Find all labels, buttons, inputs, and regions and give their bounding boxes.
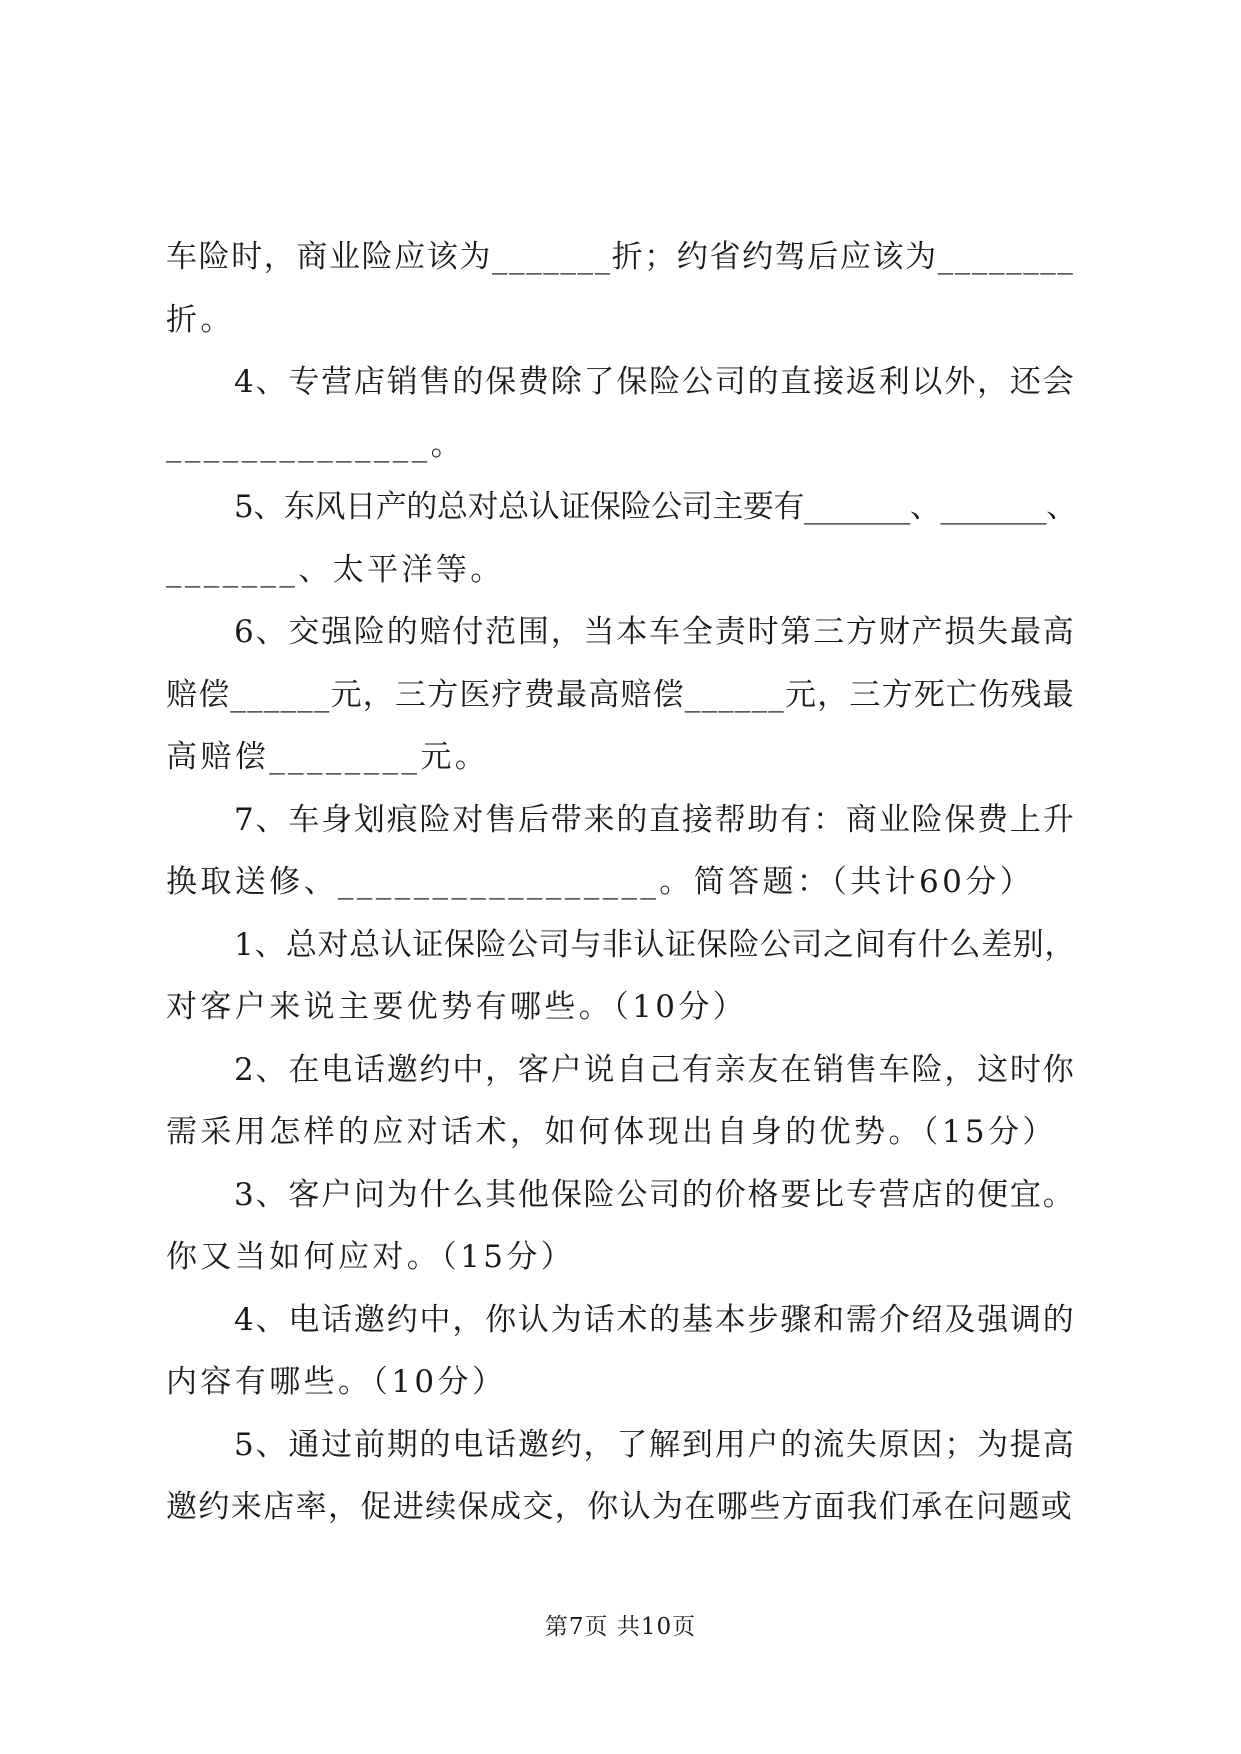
short-answer-4: 4、电话邀约中，你认为话术的基本步骤和需介绍及强调的 bbox=[234, 1301, 1076, 1338]
document-body bbox=[166, 226, 1078, 1539]
short-answer-3: 3、客户问为什么其他保险公司的价格要比专营店的便宜。 bbox=[234, 1176, 1076, 1213]
text-line: 需采用怎样的应对话术，如何体现出自身的优势。（15分） bbox=[166, 1114, 1057, 1150]
text-line: 折。 bbox=[166, 301, 235, 338]
short-answer-2: 2、在电话邀约中，客户说自己有亲友在销售车险，这时你 bbox=[234, 1051, 1076, 1088]
text-line: 换取送修、_________________。简答题：（共计60分） bbox=[166, 864, 1035, 900]
question-6: 6、交强险的赔付范围，当本车全责时第三方财产损失最高 bbox=[234, 614, 1076, 650]
text-line: 对客户来说主要优势有哪些。（10分） bbox=[166, 989, 748, 1025]
short-answer-5: 5、通过前期的电话邀约，了解到用户的流失原因；为提高 bbox=[234, 1426, 1076, 1463]
text-line: 赔偿______元，三方医疗费最高赔偿______元，三方死亡伤残最 bbox=[166, 676, 1075, 713]
text-line: ______________。 bbox=[166, 426, 465, 463]
text-line: 你又当如何应对。（15分） bbox=[166, 1239, 576, 1275]
question-4: 4、专营店销售的保费除了保险公司的直接返利以外，还会 bbox=[234, 364, 1076, 400]
page-footer: 第7页 共10页 bbox=[544, 1614, 697, 1640]
question-7: 7、车身划痕险对售后带来的直接帮助有：商业险保费上升 bbox=[234, 801, 1076, 838]
text-line: _______、太平洋等。 bbox=[166, 551, 505, 588]
text-line: 高赔偿________元。 bbox=[166, 739, 490, 775]
short-answer-1: 1、总对总认证保险公司与非认证保险公司之间有什么差别， bbox=[234, 926, 1076, 963]
text-line: 内容有哪些。（10分） bbox=[166, 1364, 507, 1400]
question-5: 5、东风日产的总对总认证保险公司主要有_______、_______、 bbox=[234, 489, 1077, 525]
text-line: 邀约来店率，促进续保成交，你认为在哪些方面我们承在问题或 bbox=[166, 1489, 1074, 1525]
text-line: 车险时，商业险应该为_______折；约省约驾后应该为________ bbox=[166, 239, 1075, 275]
